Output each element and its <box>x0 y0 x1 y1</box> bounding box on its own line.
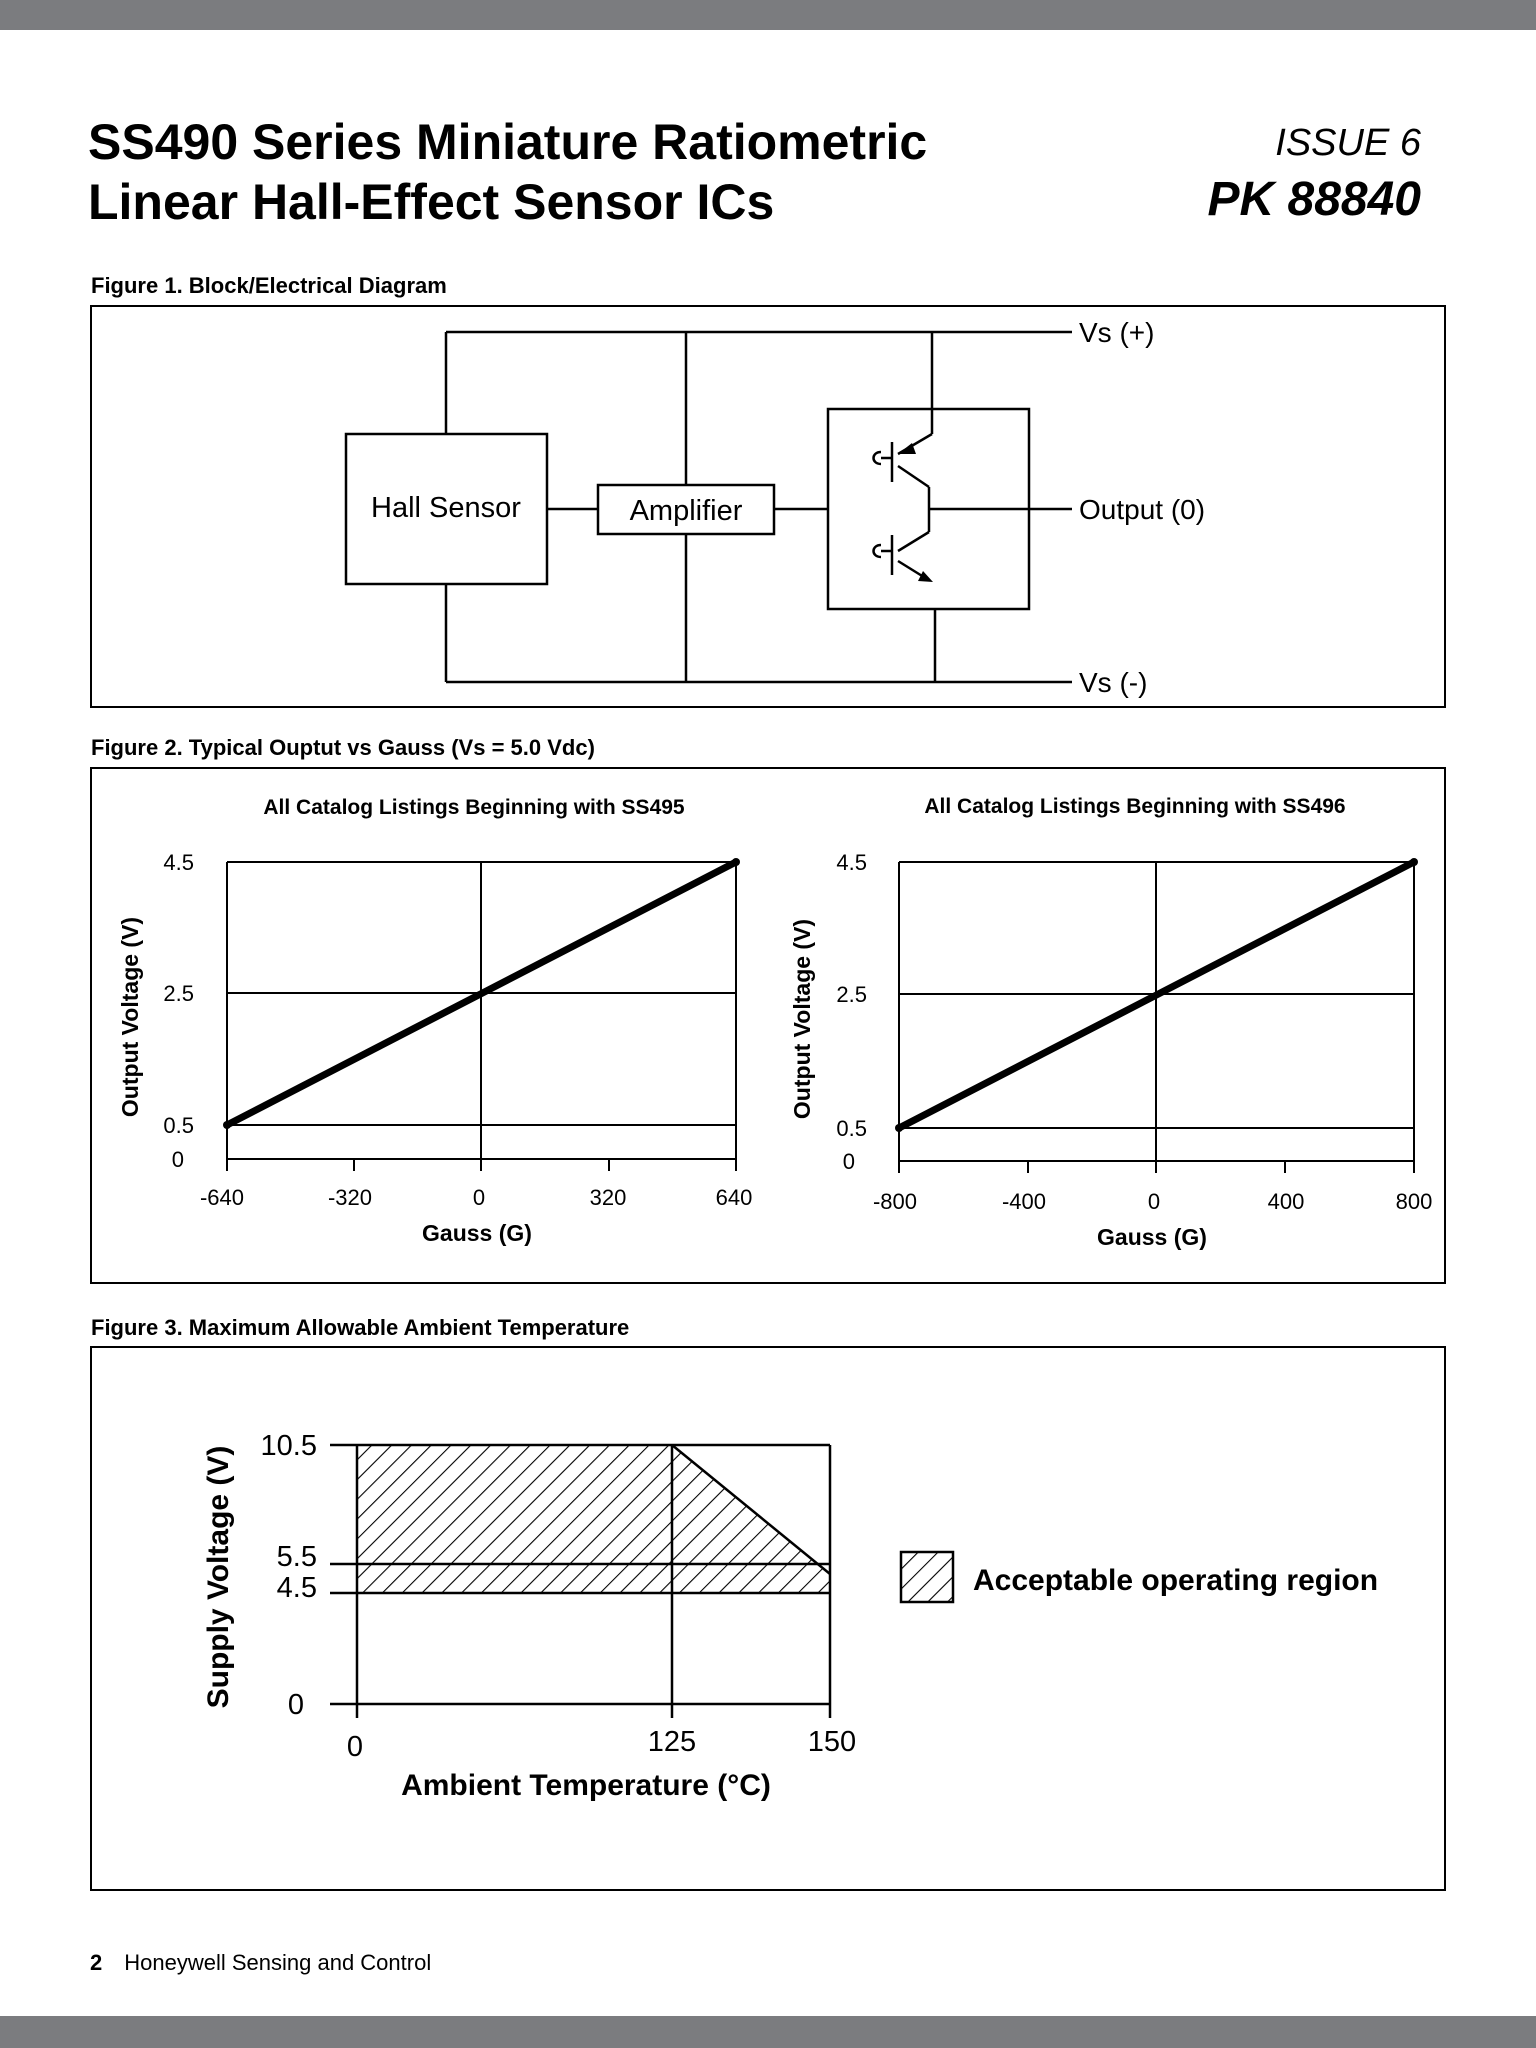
chart1-ytick-0: 0 <box>171 1147 184 1172</box>
document-page <box>0 30 1536 2016</box>
chart1-point-end <box>732 858 740 866</box>
document-title <box>88 112 1088 232</box>
chart2-ytick-0.5: 0.5 <box>836 1116 867 1141</box>
hall-sensor-label: Hall Sensor <box>371 492 521 524</box>
chart3-ytick-4.5: 4.5 <box>276 1572 317 1604</box>
chart1-xtick-3: 0 <box>472 1185 486 1210</box>
chart1-xtick-2: -320 <box>327 1185 373 1210</box>
chart3-xtick-150: 150 <box>807 1726 857 1758</box>
chart2-xtick-2: -400 <box>1001 1189 1047 1214</box>
figure2-caption: Figure 2. Typical Ouptut vs Gauss (Vs = 5.0 Vdc) <box>91 735 595 760</box>
chart1-xtick-1: -640 <box>199 1185 245 1210</box>
vs-minus-label: Vs (-) <box>1079 667 1148 698</box>
issue-label: ISSUE 6 <box>1275 122 1421 164</box>
figure3-caption: Figure 3. Maximum Allowable Ambient Temperature <box>91 1315 630 1340</box>
temperature-chart <box>92 1348 1448 1893</box>
gauss-charts <box>92 769 1448 1286</box>
page-number: 2 <box>90 1950 103 1975</box>
chart2-xtick-1: -800 <box>872 1189 918 1214</box>
page-footer <box>90 1950 431 1976</box>
amplifier-label: Amplifier <box>629 495 743 527</box>
chart2-xtick-4: 400 <box>1267 1189 1305 1214</box>
chart1-ytick-4.5: 4.5 <box>163 850 194 875</box>
title-line-2: Linear Hall-Effect Sensor ICs <box>88 174 775 230</box>
chart-ss495 <box>117 796 752 1246</box>
figure1-box <box>90 305 1446 708</box>
vs-plus-label: Vs (+) <box>1079 317 1155 348</box>
chart2-ytick-0: 0 <box>842 1149 855 1174</box>
figure2-box <box>90 767 1446 1284</box>
chart2-point-end <box>1410 858 1418 866</box>
chart2-xtick-3: 0 <box>1147 1189 1161 1214</box>
chart-ss496 <box>789 795 1432 1250</box>
chart3-ylabel: Supply Voltage (V) <box>202 1445 235 1709</box>
chart1-ytick-2.5: 2.5 <box>163 981 194 1006</box>
operating-region-area <box>357 1445 830 1593</box>
block-diagram <box>92 307 1448 710</box>
figure3-box <box>90 1346 1446 1891</box>
chart1-xtick-4: 320 <box>589 1185 627 1210</box>
figure1-caption: Figure 1. Block/Electrical Diagram <box>91 273 447 298</box>
chart3-ytick-10.5: 10.5 <box>260 1430 317 1462</box>
chart3-xtick-0: 0 <box>346 1731 364 1763</box>
legend-swatch-icon <box>901 1552 953 1602</box>
output-label: Output (0) <box>1079 494 1206 525</box>
footer-company: Honeywell Sensing and Control <box>124 1950 432 1975</box>
chart3-ytick-5.5: 5.5 <box>276 1541 317 1573</box>
chart2-xtick-5: 800 <box>1395 1189 1433 1214</box>
title-line-1: SS490 Series Miniature Ratiometric <box>88 114 928 170</box>
arrow-2-icon <box>918 571 933 582</box>
chart3-xtick-125: 125 <box>647 1726 697 1758</box>
chart1-xlabel: Gauss (G) <box>422 1220 532 1246</box>
chart2-point-start <box>895 1124 903 1132</box>
chart1-xtick-5: 640 <box>715 1185 753 1210</box>
chart2-title: All Catalog Listings Beginning with SS496 <box>924 795 1346 818</box>
legend-label: Acceptable operating region <box>973 1564 1379 1597</box>
chart1-ylabel: Output Voltage (V) <box>117 916 143 1118</box>
chart3-ytick-0: 0 <box>287 1689 304 1721</box>
chart2-xlabel: Gauss (G) <box>1097 1224 1207 1250</box>
chart1-title: All Catalog Listings Beginning with SS495 <box>263 796 685 819</box>
pk-number: PK 88840 <box>1207 173 1421 226</box>
chart1-ytick-0.5: 0.5 <box>163 1113 194 1138</box>
chart3-xlabel: Ambient Temperature (°C) <box>401 1769 771 1802</box>
chart2-ylabel: Output Voltage (V) <box>789 918 815 1120</box>
chart2-ytick-4.5: 4.5 <box>836 850 867 875</box>
chart1-point-start <box>223 1121 231 1129</box>
chart2-ytick-2.5: 2.5 <box>836 982 867 1007</box>
